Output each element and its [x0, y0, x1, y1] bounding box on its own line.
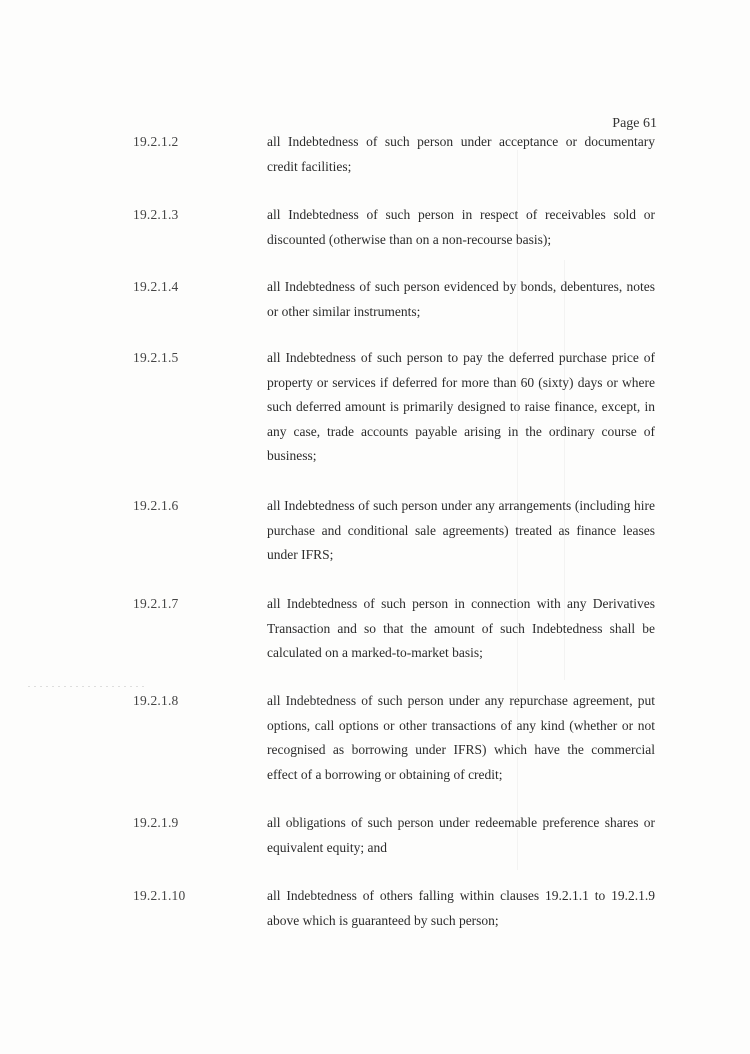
- clause-number: 19.2.1.9: [133, 815, 179, 830]
- clause-text: all Indebtedness of such person under any repurchase agreement, put options, call options or other transactions of any kind (whether or not recognised as borrowing under IFRS) which have the commercial effect of a borrowing or obtaining of credit;: [267, 693, 655, 782]
- clause-text: all Indebtedness of others falling within clauses 19.2.1.1 to 19.2.1.9 above which is guaranteed by such person;: [267, 888, 655, 928]
- clause-text: all obligations of such person under redeemable preference shares or equivalent equity; and: [267, 815, 655, 855]
- clause-text: all Indebtedness of such person under any arrangements (including hire purchase and conditional sale agreements) treated as finance leases under IFRS;: [267, 498, 655, 562]
- clause-text: all Indebtedness of such person to pay the deferred purchase price of property or services if deferred for more than 60 (sixty) days or where such deferred amount is primarily designed to raise finance, except, in any case, trade accounts payable arising in the ordinary course of business;: [267, 350, 655, 463]
- clause-text: all Indebtedness of such person evidenced by bonds, debentures, notes or other similar instruments;: [267, 279, 655, 319]
- clause-number: 19.2.1.8: [133, 693, 179, 708]
- clause-text: all Indebtedness of such person under acceptance or documentary credit facilities;: [267, 134, 655, 174]
- clause-number: 19.2.1.4: [133, 279, 179, 294]
- clause-text: all Indebtedness of such person in connection with any Derivatives Transaction and so that the amount of such Indebtedness shall be calculated on a marked-to-market basis;: [267, 596, 655, 660]
- clause-text: all Indebtedness of such person in respect of receivables sold or discounted (otherwise than on a non-recourse basis);: [267, 207, 655, 247]
- clause-number: 19.2.1.3: [133, 207, 179, 222]
- clause-number: 19.2.1.6: [133, 498, 179, 513]
- clause-number: 19.2.1.5: [133, 350, 179, 365]
- scan-artifact: [28, 686, 148, 687]
- clause-number: 19.2.1.2: [133, 134, 179, 149]
- clause-number: 19.2.1.7: [133, 596, 179, 611]
- clause-number: 19.2.1.10: [133, 888, 186, 903]
- page-number: Page 61: [612, 116, 657, 131]
